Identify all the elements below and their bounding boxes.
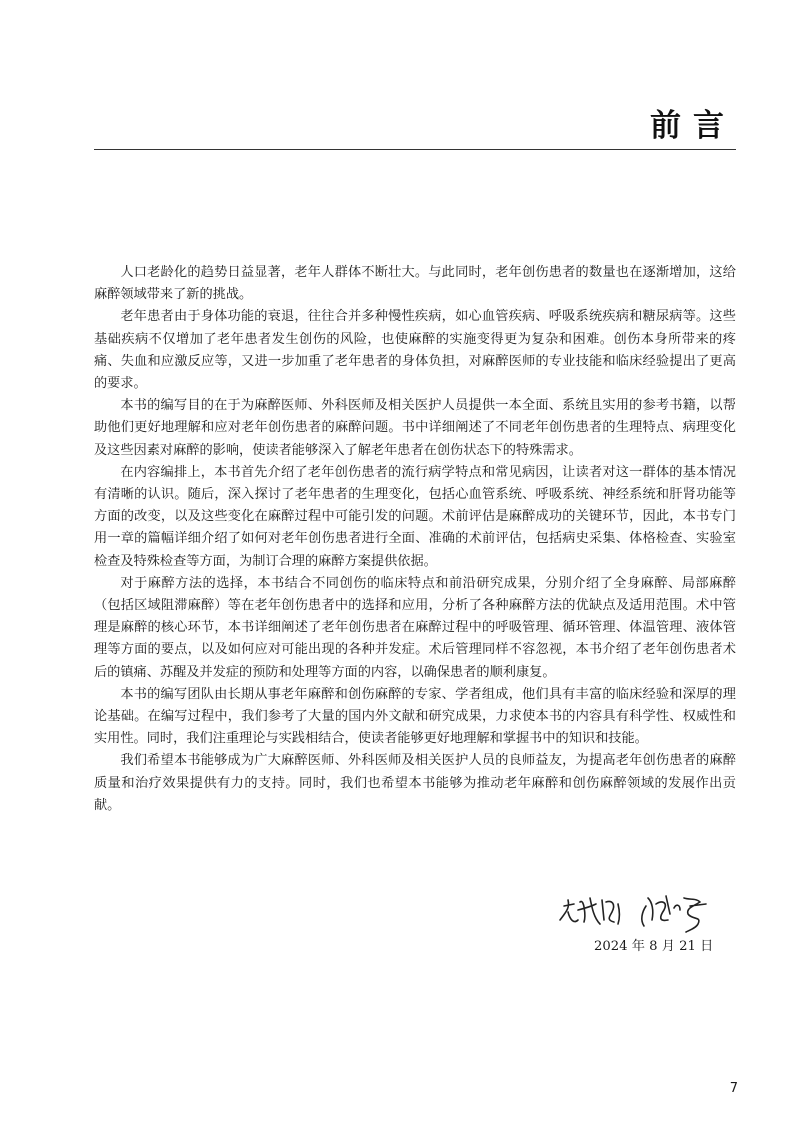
page-title: 前言 [650,108,736,144]
title-divider [94,149,736,150]
paragraph-6: 本书的编写团队由长期从事老年麻醉和创伤麻醉的专家、学者组成，他们具有丰富的临床经验和深厚的理论基础。在编写过程中，我们参考了大量的国内外文献和研究成果，力求使本书的内容具有科学性、权威性和实用性。同时，我们注重理论与实践相结合，使读者能够更好地理解和掌握书中的知识和技能。 [94,686,736,747]
paragraph-2: 老年患者由于身体功能的衰退，往往合并多种慢性疾病，如心血管疾病、呼吸系统疾病和糖尿病等。这些基础疾病不仅增加了老年患者发生创伤的风险，也使麻醉的实施变得更为复杂和困难。创伤本身所带来的疼痛、失血和应激反应等，又进一步加重了老年患者的身体负担，对麻醉医师的专业技能和临床经验提出了更高的要求。 [94,309,736,392]
handwritten-signature [556,890,716,938]
paragraph-7: 我们希望本书能够成为广大麻醉医师、外科医师及相关医护人员的良师益友，为提高老年创伤患者的麻醉质量和治疗效果提供有力的支持。同时，我们也希望本书能够为推动老年麻醉和创伤麻醉领域的发展作出贡献。 [94,753,736,813]
paragraph-4: 在内容编排上，本书首先介绍了老年创伤患者的流行病学特点和常见病因，让读者对这一群体的基本情况有清晰的认识。随后，深入探讨了老年患者的生理变化，包括心血管系统、呼吸系统、神经系统和肝肾功能等方面的改变，以及这些变化在麻醉过程中可能引发的问题。术前评估是麻醉成功的关键环节，因此，本书专门用一章的篇幅详细介绍了如何对老年创伤患者进行全面、准确的术前评估，包括病史采集、体格检查、实验室检查及特殊检查等方面，为制订合理的麻醉方案提供依据。 [94,464,736,569]
paragraph-3: 本书的编写目的在于为麻醉医师、外科医师及相关医护人员提供一本全面、系统且实用的参考书籍，以帮助他们更好地理解和应对老年创伤患者的麻醉问题。书中详细阐述了不同老年创伤患者的生理特点、病理变化及这些因素对麻醉的影响，使读者能够深入了解老年患者在创伤状态下的特殊需求。 [94,398,736,458]
page-number: 7 [729,1081,738,1096]
preface-body [94,262,736,817]
paragraph-5: 对于麻醉方法的选择，本书结合不同创伤的临床特点和前沿研究成果，分别介绍了全身麻醉、局部麻醉（包括区域阻滞麻醉）等在老年创伤患者中的选择和应用，分析了各种麻醉方法的优缺点及适用范围。术中管理是麻醉的核心环节，本书详细阐述了老年创伤患者在麻醉过程中的呼吸管理、循环管理、体温管理、液体管理等方面的要点，以及如何应对可能出现的各种并发症。术后管理同样不容忽视，本书介绍了老年创伤患者术后的镇痛、苏醒及并发症的预防和处理等方面的内容，以确保患者的顺利康复。 [94,575,736,680]
paragraph-1: 人口老龄化的趋势日益显著，老年人群体不断壮大。与此同时，老年创伤患者的数量也在逐渐增加，这给麻醉领域带来了新的挑战。 [94,265,736,303]
signature-date: 2024 年 8 月 21 日 [594,939,714,954]
